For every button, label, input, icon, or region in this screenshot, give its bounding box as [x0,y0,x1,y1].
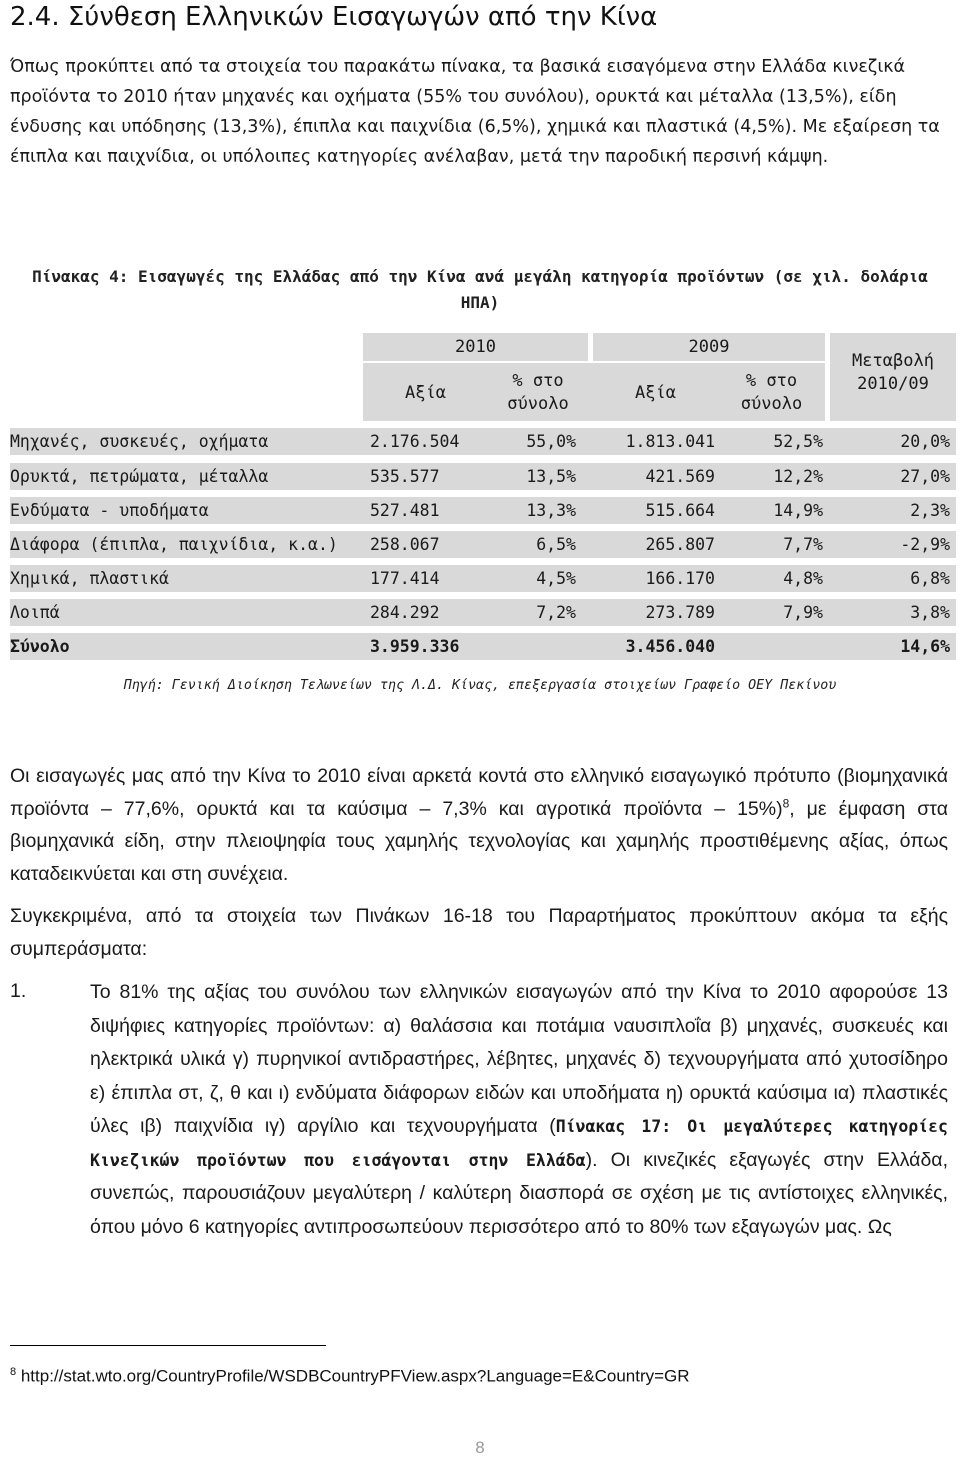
share-2010: 6,5% [536,535,576,554]
body-paragraph-2: Συγκεκριμένα, από τα στοιχεία των Πινάκων 16-18 του Παραρτήματος προκύπτουν ακόμα τα εξής συμπεράσματα: [10,905,948,960]
footnote-reference[interactable]: 8 [782,796,790,810]
row-label: Διάφορα (έπιπλα, παιχνίδια, κ.α.) [10,535,338,554]
header-share-2010 [488,370,588,416]
value-2009: 273.789 [645,603,715,622]
share-2009: 7,9% [783,603,823,622]
total-change: 14,6% [900,637,950,656]
para1-text-a: Οι εισαγωγές μας από την Κίνα το 2010 είναι αρκετά κοντά στο ελληνικό εισαγωγικό πρότυπο (βιομηχανικά προϊόντα – 77,6%, ορυκτά και τα καύσιμα – 7,3% και αγροτικά προϊόντα – 15%) [10,765,948,820]
share-2009: 14,9% [773,501,823,520]
row-label: Χημικά, πλαστικά [10,569,169,588]
header-share-line2: σύνολο [740,394,803,414]
share-2010: 13,3% [526,501,576,520]
footnote-link[interactable]: http://stat.wto.org/CountryProfile/WSDBCountryPFView.aspx?Language=E&Country=GR [16,1366,690,1386]
share-2009: 52,5% [773,432,823,451]
row-label: Ενδύματα - υποδήματα [10,501,209,520]
value-2009: 265.807 [645,535,715,554]
header-share-line1: % στο [512,371,564,391]
list-item-text-a: Το 81% της αξίας του συνόλου των ελληνικών εισαγωγών από την Κίνα το 2010 αφορούσε 13 διψήφιες κατηγορίες προϊόντων: α) θαλάσσια και ποτάμια ναυσιπλοΐα β) μηχανές, συσκευές και ηλεκτρικά υλικά γ) πυρηνικοί αντιδραστήρες, λέβητες, μηχανές δ) τεχνουργήματα από χυτοσίδηρο ε) έπιπλα στ, ζ, θ και ι) ενδύματα διάφορων ειδών και υποδήματα η) ορυκτά καύσιμα ια) πλαστικές ύλες ιβ) παιχνίδια ιγ) αργίλιο και τεχνουργήματα ( [90,981,948,1137]
value-2010: 284.292 [370,603,440,622]
value-2010: 258.067 [370,535,440,554]
list-item-text [90,976,948,1244]
header-share-2009 [718,370,825,416]
share-2009: 7,7% [783,535,823,554]
share-2010: 7,2% [536,603,576,622]
total-label: Σύνολο [10,637,70,656]
total-value-2010: 3.959.336 [370,637,460,656]
row-label: Μηχανές, συσκευές, οχήματα [10,432,269,451]
change: 3,8% [910,603,950,622]
header-share-line1: % στο [745,371,798,391]
value-2010: 535.577 [370,467,440,486]
body-paragraph-1 [10,760,948,890]
value-2009: 515.664 [645,501,715,520]
page-number: 8 [475,1438,485,1457]
footnote-mark: 8 [10,1366,17,1378]
table-17-reference: Πίνακας 17: Οι μεγαλύτερες κατηγορίες Κινεζικών προϊόντων που εισάγονται στην Ελλάδα [90,1117,948,1170]
share-2010: 4,5% [536,569,576,588]
para1-text-b: , με έμφαση στα βιομηχανικά είδη, στην πλειοψηφία τους χαμηλής τεχνολογίας και χαμηλής προστιθέμενης αξίας, όπως καταδεικνύεται και στη συνέχεια. [10,797,948,885]
change: 27,0% [900,467,950,486]
change: -2,9% [900,535,950,554]
header-change-line1: Μεταβολή [852,351,934,371]
value-2010: 527.481 [370,501,440,520]
header-share-line2: σύνολο [507,394,569,414]
share-2010: 13,5% [526,467,576,486]
section-heading: 2.4. Σύνθεση Ελληνικών Εισαγωγών από την Κίνα [10,2,658,32]
value-2009: 421.569 [645,467,715,486]
value-2009: 1.813.041 [625,432,715,451]
row-label: Λοιπά [10,603,60,622]
row-label: Ορυκτά, πετρώματα, μέταλλα [10,467,269,486]
share-2010: 55,0% [526,432,576,451]
share-2009: 4,8% [783,569,823,588]
footnote [10,1366,690,1387]
total-value-2009: 3.456.040 [625,637,715,656]
row-background [10,633,956,660]
list-item-text-b: ). Οι κινεζικές εξαγωγές στην Ελλάδα, συνεπώς, παρουσιάζουν μεγαλύτερη / καλύτερη διασπορά σε σχέση με τις αντίστοιχες ελληνικές, όπου μόνο 6 κατηγορίες αντιπροσωπεύουν περισσότερο από το 80% των εξαγωγών μας. Ως [90,1148,948,1238]
intro-paragraph: Όπως προκύπτει από τα στοιχεία του παρακάτω πίνακα, τα βασικά εισαγόμενα στην Ελλάδα κινεζικά προϊόντα το 2010 ήταν μηχανές και οχήματα (55% του συνόλου), ορυκτά και μέταλλα (13,5%), είδη ένδυσης και υπόδησης (13,3%), έπιπλα και παιχνίδια (6,5%), χημικά και πλαστικά (4,5%). Με εξαίρεση τα έπιπλα και παιχνίδια, οι υπόλοιπες κατηγορίες ανέλαβαν, μετά την παροδική περσινή κάμψη. [10,57,940,167]
header-value-2010: Αξία [405,383,446,403]
value-2010: 177.414 [370,569,440,588]
list-item-number: 1. [10,980,27,1002]
header-change-line2: 2010/09 [857,374,929,394]
value-2010: 2.176.504 [370,432,460,451]
table-caption: Πίνακας 4: Εισαγωγές της Ελλάδας από την Κίνα ανά μεγάλη κατηγορία προϊόντων (σε χιλ. δολάρια ΗΠΑ) [32,267,928,312]
change: 6,8% [910,569,950,588]
share-2009: 12,2% [773,467,823,486]
footnote-separator [10,1345,326,1346]
header-year-2010: 2010 [455,337,496,357]
header-value-2009: Αξία [635,383,676,403]
header-change [830,350,956,396]
value-2009: 166.170 [645,569,715,588]
table-source-note: Πηγή: Γενική Διοίκηση Τελωνείων της Λ.Δ. Κίνας, επεξεργασία στοιχείων Γραφείο ΟΕΥ Πεκίνου [123,678,837,693]
change: 20,0% [900,432,950,451]
header-year-2009: 2009 [688,337,730,357]
change: 2,3% [910,501,950,520]
